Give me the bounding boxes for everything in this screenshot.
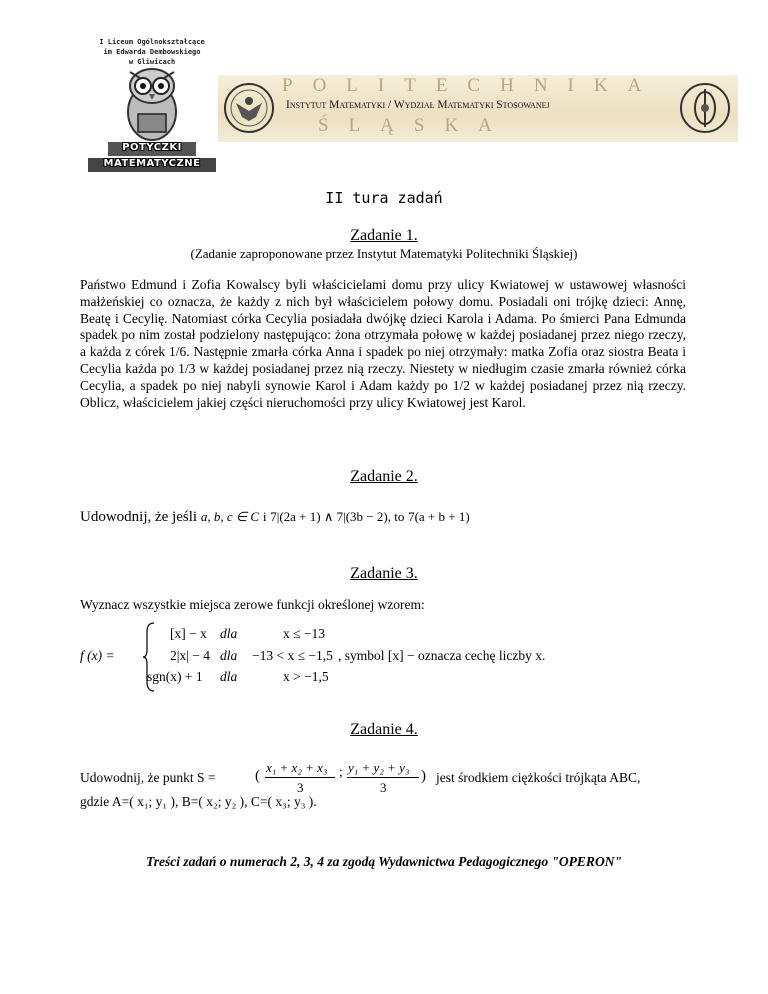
task2-conj2: , to — [387, 509, 405, 524]
badge-potyczki: POTYCZKI — [108, 142, 196, 156]
page-title: II tura zadań — [325, 189, 443, 207]
task2-vars: a, b, c ∈ C — [200, 509, 260, 524]
badge-matematyczne: MATEMATYCZNE — [88, 158, 216, 172]
banner-politechnika: POLITECHNIKA — [282, 75, 662, 96]
task3-symbol-note: , symbol [x] − oznacza cechę liczby x. — [338, 648, 546, 663]
school-name-line: w Gliwicach — [128, 58, 176, 66]
case-expr: sgn(x) + 1 — [147, 669, 203, 684]
school-name-line: im Edwarda Dembowskiego — [103, 48, 201, 56]
frac-line-y — [347, 777, 419, 778]
school-logo — [88, 38, 216, 180]
case-dla: dla — [220, 626, 238, 641]
university-banner — [218, 75, 738, 142]
task4-lead: Udowodnij, że punkt S = — [80, 770, 216, 785]
task4-heading: Zadanie 4. — [350, 721, 418, 738]
task3-text: Wyznacz wszystkie miejsca zerowe funkcji określonej wzorem: — [80, 597, 425, 612]
task1-text: Państwo Edmund i Zofia Kowalscy byli właścicielami domu przy ulicy Kwiatowej w ustawowej własności małżeńskiej co oznacza, że każdy z nich był właścicielem połowy domu. Posiadali oni trójkę dzieci: Annę, Beatę i Cecylię. Natomiast córka Cecylia posiadała dwójkę dzieci Karola i Adama. Po śmierci Pana Edmunda spadek po nim został podzielony następująco: żona otrzymała połowę w każdej posiadanej przez niego rzeczy, a każda z córek 1/6. Następnie zmarła córka Anna i spadek po niej otrzymały: matka Zofia oraz siostra Beata i Cecylia każda po 1/3 w każdej posiadanej przez nią rzeczy. Niestety w niedługim czasie zmarła również córka Cecylia, a spadek po niej nabyli synowie Karol i Adam każdy po 1/2 w każdej posiadanej przez nią rzeczy. Oblicz, właścicielem jakiej części nieruchomości przy ulicy Kwiatowej jest Karol. — [80, 277, 686, 410]
frac-line-x — [265, 777, 335, 778]
task3-fx: f (x) = — [80, 648, 115, 663]
frac-num-y: y₁ + y₂ + y₃ — [348, 760, 410, 775]
case-expr: 2|x| − 4 — [170, 648, 211, 663]
case-expr: [x] − x — [170, 626, 207, 641]
case-cond: −13 < x ≤ −1,5 — [252, 648, 333, 663]
frac-den-x: 3 — [297, 780, 304, 795]
faculty-seal-icon — [678, 81, 732, 135]
task4-tail: jest środkiem ciężkości trójkąta ABC, — [436, 770, 641, 785]
case-cond: x ≤ −13 — [283, 626, 326, 641]
task3-heading: Zadanie 3. — [350, 565, 418, 582]
task1-heading: Zadanie 1. — [350, 227, 418, 244]
banner-subtitle: Instytut Matematyki / Wydział Matematyki Stosowanej — [286, 99, 550, 111]
eagle-seal-icon — [222, 81, 276, 135]
case-dla: dla — [220, 669, 238, 684]
task2-cond: 7|(2a + 1) ∧ 7|(3b − 2) — [270, 509, 388, 524]
close-paren: ) — [421, 768, 426, 784]
task2-heading: Zadanie 2. — [350, 468, 418, 485]
school-name-line: I Liceum Ogólnokształcące — [99, 38, 205, 46]
task2-statement — [80, 509, 470, 526]
open-paren: ( — [255, 768, 260, 784]
banner-slaska: ŚLĄSKA — [318, 115, 512, 136]
frac-num-x: x₁ + x₂ + x₃ — [266, 760, 328, 775]
semicolon: ; — [339, 764, 343, 779]
task4-points: gdzie A=( x₁; y₁ ), B=( x₂; y₂ ), C=( x₃; y₃ ). — [80, 794, 317, 809]
task2-conj1: i — [262, 509, 267, 524]
case-dla: dla — [220, 648, 238, 663]
task2-claim: 7(a + b + 1) — [408, 509, 470, 524]
task1-note: (Zadanie zaproponowane przez Instytut Matematyki Politechniki Śląskiej) — [190, 246, 578, 261]
case-cond: x > −1,5 — [283, 669, 329, 684]
footer-note: Treści zadań o numerach 2, 3, 4 za zgodą Wydawnictwa Pedagogicznego "OPERON" — [146, 854, 622, 869]
frac-den-y: 3 — [380, 780, 387, 795]
task2-lead: Udowodnij, że jeśli — [80, 509, 198, 525]
owl-icon — [112, 64, 192, 144]
